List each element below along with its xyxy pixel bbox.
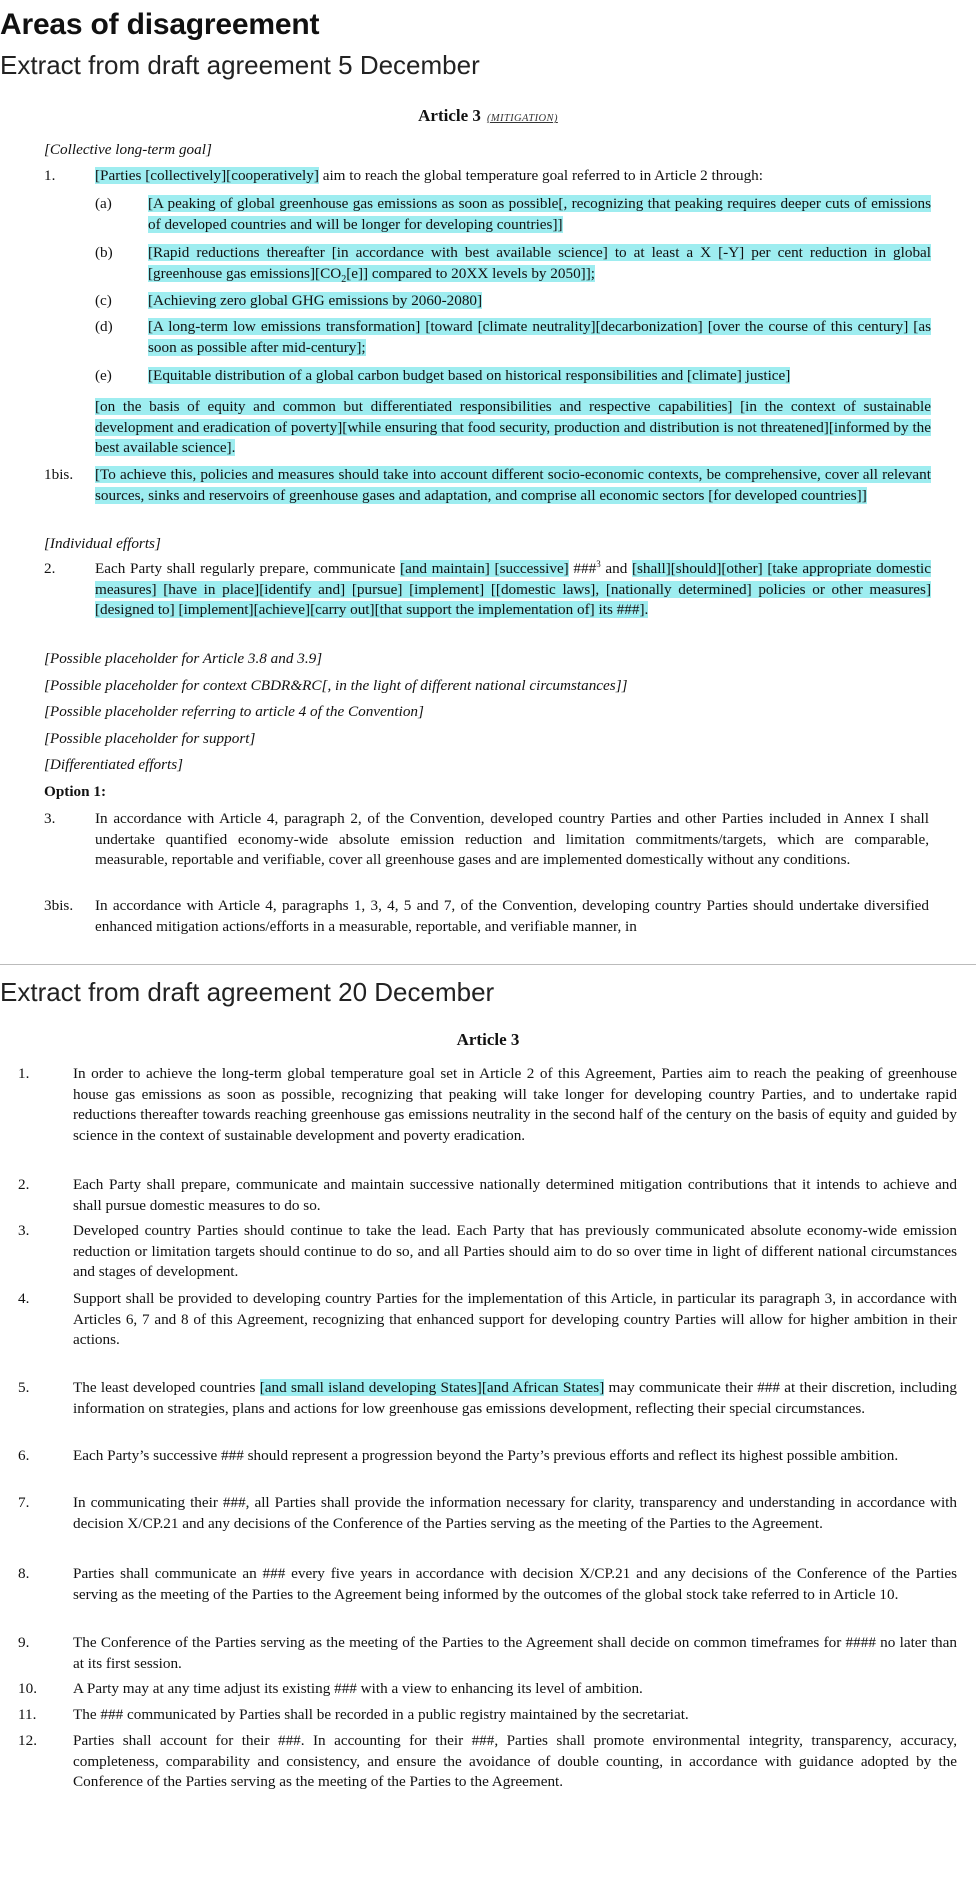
footnote-marker: 3 [596,558,601,569]
paragraph-1bis [95,465,931,506]
highlighted-text: [shall][should][other] [take appropriate domestic measures] [have in place][identify and] [pursue] [implement] [[domestic laws], [nationally determined] policies or other measures] [designed to] [implement][achieve][carry out][that support the implementation of] its ###]. [95,560,932,618]
paragraph-number: 9. [18,1634,30,1651]
article-paragraph-6: Each Party’s successive ### should represent a progression beyond the Party’s previous efforts and reflect its highest possible ambition. [73,1447,899,1464]
extract-heading-20-december [0,977,494,1008]
collective-goal-label: [Collective long-term goal] [44,141,212,158]
highlighted-text: [Parties [collectively][cooperatively] [95,167,319,184]
paragraph-number: 1. [18,1065,30,1082]
paragraph-number: 4. [18,1290,30,1307]
subparagraph-d [148,317,931,358]
article-paragraph-12: Parties shall account for their ###. In accounting for their ###, Parties shall promote environmental integrity, transparency, accuracy, completeness, comparability and consistency, and ensure the avoidance of double counting, in accordance with guidance adopted by the Conference of the Parties serving as the meeting of the Parties to the Agreement. [73,1732,957,1790]
paragraph-2 [95,559,931,621]
paragraph-number: 11. [18,1706,37,1723]
paragraph-number: 6. [18,1447,30,1464]
paragraph-text: The least developed countries [73,1379,260,1396]
subparagraph-number: (b) [95,244,113,261]
article-title-text: Article 3 [418,106,481,125]
paragraph-3: In accordance with Article 4, paragraph 2, of the Convention, developed country Parties and other Parties included in Annex I shall undertake quantified economy-wide absolute emission reduction and limitation commitments/targets, which are comparable, measurable, reportable and verifiable, cover all greenhouse gases and are implemented domestically without any conditions. [95,810,929,868]
paragraph-text: Each Party shall regularly prepare, communicate [95,560,401,577]
paragraph-number: 12. [18,1732,37,1749]
highlighted-text: [Equitable distribution of a global carbon budget based on historical responsibilities and [climate] justice] [148,367,791,384]
article-3-title: Article 3 [456,1030,520,1049]
option-1-label: Option 1: [44,783,107,800]
subparagraph-number: (a) [95,195,112,212]
placeholder-article-4: [Possible placeholder referring to article 4 of the Convention] [44,703,424,720]
extract-heading-5-december [0,50,480,81]
paragraph-number: 1bis. [44,466,74,483]
b-text-2: [e]] compared to 20XX levels by 2050]]; [346,264,596,282]
paragraph-text: ### [568,560,597,577]
subparagraph-e [148,366,938,387]
extract-heading-prefix: Extract from draft agreement [0,977,331,1007]
article-paragraph-3: Developed country Parties should continue to take the lead. Each Party that has previously communicated absolute economy-wide emission reduction or limitation targets should continue to do so, and all Parties should aim to do so over time in light of different national circumstances and stages of development. [73,1222,957,1280]
placeholder-article-3-8: [Possible placeholder for Article 3.8 and 3.9] [44,650,323,667]
subparagraph-b [148,243,931,284]
paragraph-number: 8. [18,1565,30,1582]
section-divider [0,964,976,965]
article-paragraph-2: Each Party shall prepare, communicate and maintain successive nationally determined mitigation contributions that it intends to achieve and shall pursue domestic measures to do so. [73,1176,957,1214]
placeholder-cbdr-rc: [Possible placeholder for context CBDR&RC[, in the light of different national circumstances]] [44,677,628,694]
paragraph-1 [95,166,935,187]
subparagraph-number: (d) [95,318,113,335]
article-paragraph-1: In order to achieve the long-term global temperature goal set in Article 2 of this Agreement, Parties aim to reach the peaking of greenhouse house gas emissions as soon as possible, recognizing that peaking will take longer for developing country Parties, and to undertake rapid reductions thereafter towards reaching greenhouse gas emissions neutrality in the second half of the century on the basis of equity and guided by science in the context of sustainable development and poverty eradication. [73,1065,957,1144]
highlighted-text: [Achieving zero global GHG emissions by 2060-2080] [148,292,483,309]
article-mitigation-tag: (MITIGATION) [486,113,558,124]
b-text-1: [Rapid reductions thereafter [in accordance with best available science] to at least a X [-Y] per cent reduction in global [greenhouse gas emissions][CO [148,244,931,282]
article-3-title [0,106,976,126]
extract-heading-date: 5 December [338,50,480,80]
highlighted-text: [To achieve this, policies and measures should take into account different socio-economic contexts, be comprehensive, cover all relevant sources, sinks and reservoirs of greenhouse gases and adaptation, and comprise all economic sectors [for developed countries]] [95,466,931,504]
b-subscript: 2 [341,273,347,285]
article-paragraph-7: In communicating their ###, all Parties shall provide the information necessary for clarity, transparency and understanding in accordance with decision X/CP.21 and any decisions of the Conference of the Parties serving as the meeting of the Parties to the Agreement. [73,1494,957,1532]
paragraph-number: 1. [44,167,56,184]
article-paragraph-10: A Party may at any time adjust its existing ### with a view to enhancing its level of ambition. [73,1680,643,1697]
differentiated-efforts-label: [Differentiated efforts] [44,756,184,773]
paragraph-number: 7. [18,1494,30,1511]
paragraph-number: 3. [44,810,56,827]
paragraph-number: 10. [18,1680,37,1697]
paragraph-1-tail [95,397,931,459]
paragraph-text: may communicate their ### at their discretion, including information on strategies, plans and actions for low greenhouse gas emissions development, reflecting their special circumstances. [73,1379,957,1417]
highlighted-text: [and maintain] [successive] [400,560,569,577]
article-paragraph-8: Parties shall communicate an ### every five years in accordance with decision X/CP.21 and any decisions of the Conference of the Parties serving as the meeting of the Parties to the Agreement being informed by the outcomes of the global stock take referred to in Article 10. [73,1565,957,1603]
subparagraph-number: (e) [95,367,112,384]
highlighted-text [148,244,931,285]
individual-efforts-label: [Individual efforts] [44,535,161,552]
highlighted-text: [on the basis of equity and common but differentiated responsibilities and respective capabilities] [in the context of sustainable development and eradication of poverty][while ensuring that food security, production and distribution is not threatened][informed by the best available science]. [95,398,931,456]
article-paragraph-9: The Conference of the Parties serving as the meeting of the Parties to the Agreement shall decide on common timeframes for #### no later than at its first session. [73,1634,957,1672]
subparagraph-c [148,291,931,312]
paragraph-number: 5. [18,1379,30,1396]
extract-heading-prefix: Extract from draft agreement [0,50,331,80]
paragraph-number: 2. [18,1176,30,1193]
highlighted-text: [A peaking of global greenhouse gas emissions as soon as possible[, recognizing that peaking requires deeper cuts of emissions of developed countries and will be longer for developing countries]] [148,195,931,233]
paragraph-text: aim to reach the global temperature goal referred to in Article 2 through: [318,167,763,184]
subparagraph-number: (c) [95,292,112,309]
paragraph-number: 2. [44,560,56,577]
paragraph-number: 3. [18,1222,30,1239]
extract-heading-date: 20 December [338,977,495,1007]
paragraph-number: 3bis. [44,897,74,914]
highlighted-text: [and small island developing States][and African States] [259,1379,605,1396]
article-paragraph-11: The ### communicated by Parties shall be recorded in a public registry maintained by the secretariat. [73,1706,689,1723]
article-paragraph-5 [73,1378,957,1419]
page-title: Areas of disagreement [0,8,320,41]
article-paragraph-4: Support shall be provided to developing country Parties for the implementation of this Article, in particular its paragraph 3, in accordance with Articles 6, 7 and 8 of this Agreement, recognizing that enhanced support for developing country Parties will allow for higher ambition in their actions. [73,1290,957,1348]
paragraph-text: and [600,560,632,577]
highlighted-text: [A long-term low emissions transformation] [toward [climate neutrality][decarbonization] [over the course of this century] [as soon as possible after mid-century]; [148,318,931,356]
placeholder-support: [Possible placeholder for support] [44,730,256,747]
paragraph-3bis: In accordance with Article 4, paragraphs 1, 3, 4, 5 and 7, of the Convention, developing country Parties should undertake diversified enhanced mitigation actions/efforts in a measurable, reportable, and verifiable manner, in [95,897,929,935]
subparagraph-a [148,194,931,235]
